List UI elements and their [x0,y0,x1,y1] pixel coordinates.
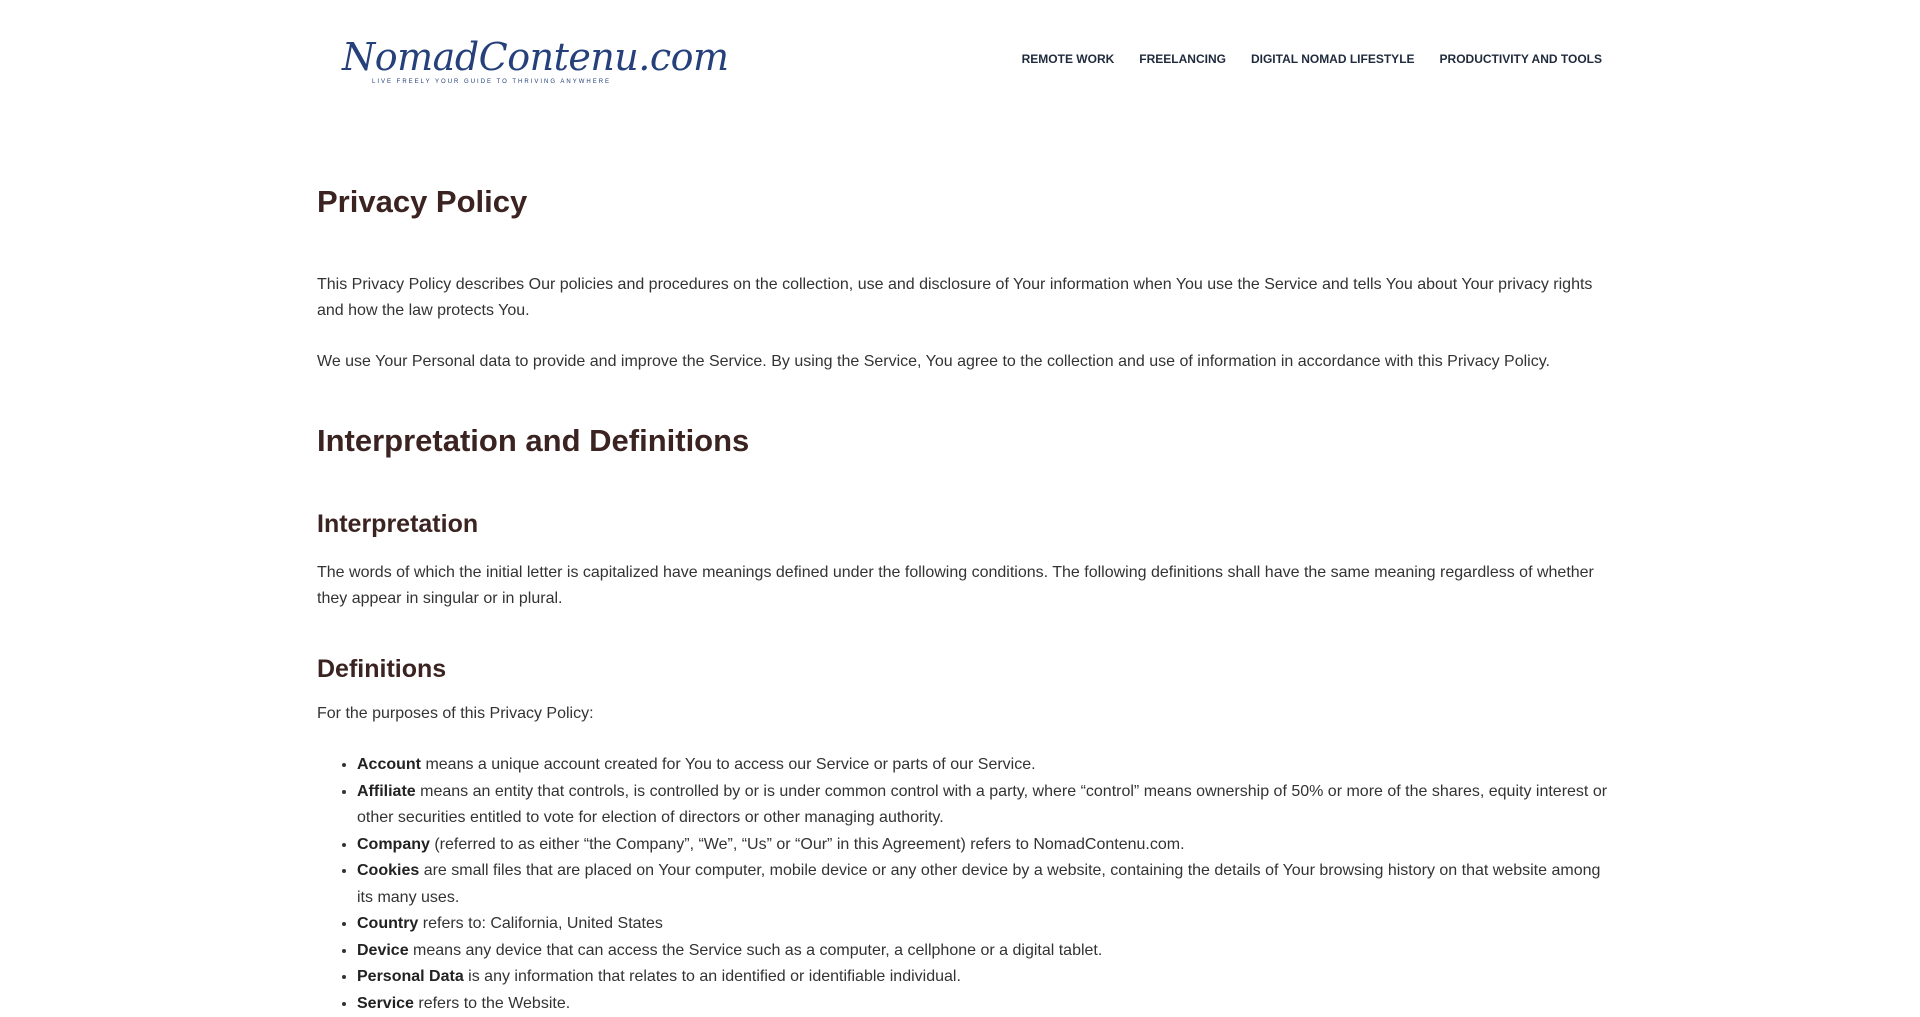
logo-text: NomadContenu.com [342,35,729,79]
definition-text: is any information that relates to an identified or identifiable individual. [464,968,961,985]
list-item [357,911,1615,938]
definition-term: Company [357,836,430,853]
logo-wordmark [342,35,729,85]
page-title: Privacy Policy [317,182,1615,222]
definition-term: Personal Data [357,968,464,985]
definition-term: Country [357,915,418,932]
list-item [357,938,1615,965]
list-item [357,832,1615,859]
definition-text: (referred to as either “the Company”, “We”, “Us” or “Our” in this Agreement) refers to NomadContenu.com. [430,836,1185,853]
definitions-list [317,752,1615,1017]
page-content [317,120,1615,1017]
nav-freelancing[interactable]: FREELANCING [1139,52,1226,66]
definition-text: refers to: California, United States [418,915,663,932]
interpretation-paragraph: The words of which the initial letter is capitalized have meanings defined under the following conditions. The following definitions shall have the same meaning regardless of whether they appear in singular or in plural. [317,560,1615,612]
intro-paragraph-1: This Privacy Policy describes Our policies and procedures on the collection, use and disclosure of Your information when You use the Service and tells You about Your privacy rights and how the law protects You. [317,272,1615,324]
list-item [357,779,1615,832]
definition-term: Device [357,942,409,959]
definition-text: means any device that can access the Service such as a computer, a cellphone or a digital tablet. [409,942,1103,959]
definition-term: Account [357,756,421,773]
definition-term: Affiliate [357,783,416,800]
subheading-interpretation: Interpretation [317,508,1615,540]
main-nav [1022,52,1602,66]
list-item [357,858,1615,911]
section-heading-interpretation-definitions: Interpretation and Definitions [317,421,1615,461]
nav-productivity-and-tools[interactable]: PRODUCTIVITY AND TOOLS [1440,52,1602,66]
list-item [357,964,1615,991]
definition-text: means a unique account created for You to access our Service or parts of our Service. [421,756,1036,773]
nav-digital-nomad-lifestyle[interactable]: DIGITAL NOMAD LIFESTYLE [1251,52,1415,66]
definition-text: are small files that are placed on Your computer, mobile device or any other device by a website, containing the details of Your browsing history on that website among its many uses. [357,862,1600,906]
list-item [357,752,1615,779]
list-item [357,991,1615,1017]
definitions-intro: For the purposes of this Privacy Policy: [317,701,1615,727]
logo-tagline: LIVE FREELY YOUR GUIDE TO THRIVING ANYWHERE [372,79,729,85]
definition-term: Cookies [357,862,419,879]
subheading-definitions: Definitions [317,653,1615,685]
definition-term: Service [357,995,414,1012]
site-header [0,0,1920,120]
definition-text: means an entity that controls, is controlled by or is under common control with a party, where “control” means ownership of 50% or more of the shares, equity interest or other securities entitled to vote for election of directors or other managing authority. [357,783,1607,827]
nav-remote-work[interactable]: REMOTE WORK [1022,52,1115,66]
site-logo[interactable] [330,30,670,90]
intro-paragraph-2: We use Your Personal data to provide and improve the Service. By using the Service, You agree to the collection and use of information in accordance with this Privacy Policy. [317,349,1615,375]
definition-text: refers to the Website. [414,995,570,1012]
